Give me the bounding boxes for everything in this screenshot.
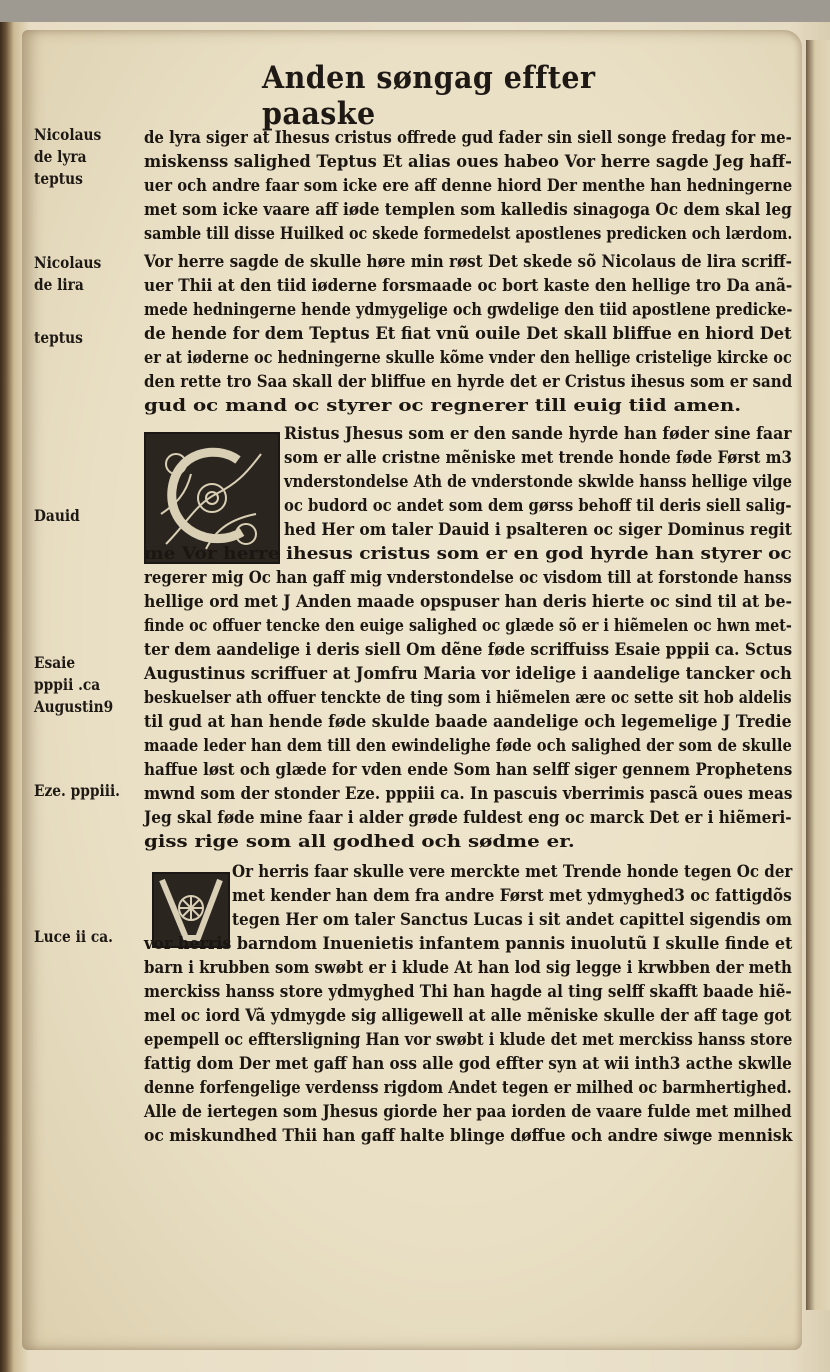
body-line: finde oc offuer tencke den euige salighed oc glæde sõ er i hiẽmelen oc hwn met- — [144, 616, 792, 635]
body-line: de lyra siger at Ihesus cristus offrede gud fader sin siell songe fredag for me- — [144, 128, 792, 147]
body-line: uer Thii at den tiid iøderne forsmaade oc bort kaste den hellige tro Da anã- — [144, 276, 793, 295]
body-line: epempell oc efftersligning Han vor swøbt i klude det met merckiss hanss store — [144, 1030, 793, 1049]
body-line: me Vor herre ihesus cristus som er en god hyrde han styrer oc — [144, 544, 792, 563]
body-line: fattig dom Der met gaff han oss alle god effter syn at wii inth3 acthe skwlle — [144, 1054, 792, 1073]
body-line: miskenss salighed Teptus Et alias oues habeo Vor herre sagde Jeg haff- — [144, 152, 792, 171]
body-line: Ristus Jhesus som er den sande hyrde han føder sine faar — [284, 424, 792, 443]
body-line: hed Her om taler Dauid i psalteren oc siger Dominus regit — [284, 520, 792, 539]
margin-note-eze: Eze. pppiii. — [34, 781, 120, 800]
scan-top-bar — [0, 0, 830, 22]
body-line: Vor herre sagde de skulle høre min røst Det skede sõ Nicolaus de lira scriff- — [144, 252, 792, 271]
body-line: beskuelser ath offuer tenckte de ting som i hiẽmelen ære oc sette sit hob aldelis — [144, 688, 792, 707]
body-line: oc budord oc andet som dem gørss behoff til deris siell salig- — [284, 496, 792, 515]
body-line: mwnd som der stonder Eze. pppiii ca. In pascuis vberrimis pascã oues meas — [144, 784, 793, 803]
body-line: met kender han dem fra andre Først met ydmyghed3 oc fattigdõs — [232, 886, 792, 905]
body-line: mel oc iord Vã ydmygde sig alligewell at alle mẽniske skulle der aff tage got — [144, 1006, 792, 1025]
body-line: haffue løst och glæde for vden ende Som han selff siger gennem Prophetens — [144, 760, 793, 779]
body-line: Alle de iertegen som Jhesus giorde her paa iorden de vaare fulde met milhed — [144, 1102, 792, 1121]
body-line: den rette tro Saa skall der bliffue en hyrde det er Cristus ihesus som er sand — [144, 372, 793, 391]
body-line: denne forfengelige verdenss rigdom Andet tegen er milhed oc barmhertighed. — [144, 1078, 792, 1097]
body-line: merckiss hanss store ydmyghed Thi han hagde al ting selff skafft baade hiẽ- — [144, 982, 792, 1001]
margin-note-nicolaus-de-lira: Nicolaus de lira — [34, 253, 102, 294]
margin-note-esaie-augustin: Esaie pppii .ca Augustin9 — [34, 653, 114, 716]
body-line: er at iøderne oc hedningerne skulle kõme vnder den hellige cristelige kircke oc — [144, 348, 792, 367]
margin-note-luce: Luce ii ca. — [34, 927, 113, 946]
body-line: Jeg skal føde mine faar i alder grøde fuldest eng oc marck Det er i hiẽmeri- — [144, 808, 792, 827]
next-page-edge — [806, 40, 830, 1310]
body-line: Augustinus scriffuer at Jomfru Maria vor idelige i aandelige tancker och — [144, 664, 792, 683]
body-line: met som icke vaare aff iøde templen som kalledis sinagoga Oc dem skal leg — [144, 200, 792, 219]
body-line: Or herris faar skulle vere merckte met Trende honde tegen Oc der — [232, 862, 793, 881]
body-line: samble till disse Huilked oc skede formedelst apostlenes predicken och lærdom. — [144, 224, 793, 243]
body-line: giss rige som all godhed och sødme er. — [144, 832, 575, 851]
body-line: maade leder han dem till den ewindelighe føde och salighed der som de skulle — [144, 736, 792, 755]
body-line: uer och andre faar som icke ere aff denne hiord Der menthe han hedningerne — [144, 176, 793, 195]
body-line: hellige ord met J Anden maade opspuser han deris hierte oc sind til at be- — [144, 592, 792, 611]
body-line: til gud at han hende føde skulde baade aandelige och legemelige J Tredie — [144, 712, 792, 731]
body-line: mede hedningerne hende ydmygelige och gwdelige den tiid apostlene predicke- — [144, 300, 793, 319]
body-line: gud oc mand oc styrer oc regnerer till euig tiid amen. — [144, 396, 742, 415]
body-line: oc miskundhed Thii han gaff halte blinge døffue och andre siwge mennisk — [144, 1126, 793, 1145]
margin-note-teptus: teptus — [34, 328, 83, 347]
margin-note-nicolaus-de-lyra: Nicolaus de lyra teptus — [34, 125, 102, 188]
body-line: ter dem aandelige i deris siell Om dẽne føde scriffuiss Esaie pppii ca. Sctus — [144, 640, 793, 659]
body-line: barn i krubben som swøbt er i klude At han lod sig legge i krwbben der meth — [144, 958, 792, 977]
running-header: Anden søngag effter paaske — [262, 60, 596, 132]
body-line: regerer mig Oc han gaff mig vnderstondelse oc visdom till at forstonde hanss — [144, 568, 792, 587]
body-line: vor herris barndom Inuenietis infantem pannis inuolutũ I skulle finde et — [144, 934, 793, 953]
body-line: tegen Her om taler Sanctus Lucas i sit andet capittel sigendis om — [232, 910, 793, 929]
body-line: som er alle cristne mẽniske met trende honde føde Først m3 — [284, 448, 792, 467]
body-line: de hende for dem Teptus Et fiat vnũ ouile Det skall bliffue en hiord Det — [144, 324, 792, 343]
margin-note-dauid: Dauid — [34, 506, 80, 525]
body-line: vnderstondelse Ath de vnderstonde skwlde hanss hellige vilge — [284, 472, 792, 491]
